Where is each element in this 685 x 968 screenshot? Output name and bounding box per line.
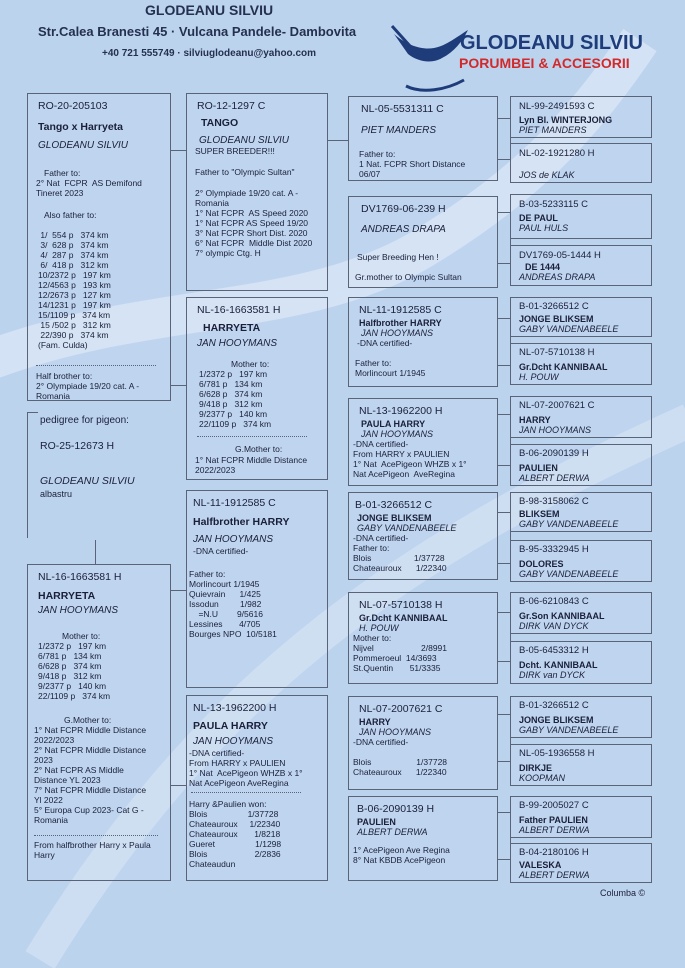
divider — [34, 835, 158, 836]
c2-dam-name: PAULA HARRY — [193, 720, 268, 732]
dam-results: 1/2372 p 197 km 6/781 p 134 km 6/628 p 374 km 9/418 p 312 km 9/2377 p 140 km 22/1109 p 374 km — [199, 369, 272, 429]
c3-a-name: JONGE BLIKSEM — [357, 513, 432, 523]
c2-sire-ring: NL-11-1912585 C — [193, 497, 276, 509]
col4-box — [510, 143, 652, 183]
footer-credit: Columba © — [600, 888, 646, 898]
c3-a-text: -DNA certified- Father to: Blois 1/37728 Chateauroux 1/22340 — [353, 533, 447, 573]
col4-owner: GABY VANDENABEELE — [519, 324, 619, 334]
col4-box — [510, 696, 652, 738]
col4-ring: B-05-6453312 H — [519, 645, 589, 656]
col4-owner: PAUL HULS — [519, 223, 569, 233]
dam-dam-text: -DNA certified- From HARRY x PAULIEN 1° Nat AcePigeon WHZB x 1° Nat AcePigeon AveRegina — [353, 439, 467, 479]
dam-mother-label: Mother to: — [231, 359, 270, 369]
dam-detail-mother-label: Mother to: — [62, 631, 101, 641]
sire-title: SUPER BREEDER!!! — [195, 146, 275, 156]
subject-father-to: 2° Nat FCPR AS Demifond Tineret 2023 — [36, 178, 142, 198]
c3-b-name: Gr.Dcht KANNIBAAL — [359, 613, 448, 623]
sire-sire-box — [348, 96, 498, 181]
subject-owner: GLODEANU SILVIU — [38, 140, 129, 151]
c3-a-box — [348, 492, 498, 580]
col4-owner: JAN HOOYMANS — [519, 425, 592, 435]
sire-name: TANGO — [201, 117, 239, 129]
dam-gmother-label: G.Mother to: — [235, 444, 283, 454]
pedigree-ring: RO-25-12673 H — [40, 440, 115, 452]
sire-father-to: Father to "Olympic Sultan" — [195, 167, 295, 177]
col4-ring: B-99-2005027 C — [519, 800, 589, 811]
c3-c-text: -DNA certified- Blois 1/37728 Chateauroux 1/22340 — [353, 737, 448, 777]
sire-results: 2° Olympiade 19/20 cat. A - Romania 1° Nat FCPR AS Speed 2020 1° Nat FCPR AS Speed 19/20 3° Nat FCPR Short Dist. 2020 6° Nat FCPR Middle Dist 2020 7° olympic Ctg. H — [195, 188, 313, 258]
col4-name: DIRKJE — [519, 763, 553, 773]
subject-box — [27, 93, 171, 401]
sire-ring: RO-12-1297 C — [197, 100, 266, 112]
col4-ring: NL-07-5710138 H — [519, 347, 595, 358]
c2-sire-text: Father to: Morlincourt 1/1945 Quievrain 1/425 Issodun 1/982 =N.U 9/5616 Lessines 4/705 Bourges NPO 10/5181 — [189, 569, 277, 639]
dam-dam-ring: NL-13-1962200 H — [359, 405, 443, 417]
col4-box — [510, 245, 652, 286]
c3-b-text: Mother to: Nijvel 2/8991 Pommeroeul 14/3693 St.Quentin 51/3335 — [353, 633, 448, 673]
dam-sire-ring: NL-11-1912585 C — [359, 304, 442, 316]
col4-name: DE 1444 — [525, 262, 561, 272]
pedigree-label: pedigree for pigeon: — [40, 415, 129, 426]
logo-subtitle: PORUMBEI & ACCESORII — [459, 55, 630, 71]
col4-name: JONGE BLIKSEM — [519, 715, 594, 725]
col4-name: Gr.Son KANNIBAAL — [519, 611, 605, 621]
c3-b-owner: H. POUW — [359, 623, 399, 633]
col4-ring: B-01-3266512 C — [519, 301, 589, 312]
col4-box — [510, 592, 652, 634]
c2-sire-dna: -DNA certified- — [193, 546, 249, 556]
dam-detail-results: 1/2372 p 197 km 6/781 p 134 km 6/628 p 374 km 9/418 p 312 km 9/2377 p 140 km 22/1109 p 374 km — [38, 641, 111, 701]
connector — [171, 385, 186, 386]
c3-b-box — [348, 592, 498, 684]
c3-d-box — [348, 796, 498, 881]
pedigree-owner: GLODEANU SILVIU — [40, 475, 135, 487]
c3-a-owner: GABY VANDENABEELE — [357, 523, 457, 533]
col4-owner: H. POUW — [519, 372, 559, 382]
col4-ring: B-06-6210843 C — [519, 596, 589, 607]
divider — [197, 436, 307, 437]
dam-sire-dna: -DNA certified- — [357, 338, 413, 348]
c3-d-name: PAULIEN — [357, 817, 396, 827]
divider — [36, 365, 156, 366]
col4-box — [510, 744, 652, 786]
dam-ring: NL-16-1663581 H — [197, 304, 281, 316]
col4-ring: DV1769-05-1444 H — [519, 250, 601, 261]
c3-b-ring: NL-07-5710138 H — [359, 599, 443, 611]
subject-also-label: Also father to: — [44, 210, 97, 220]
c2-sire-box — [186, 490, 328, 688]
col4-box — [510, 444, 652, 486]
col4-box — [510, 796, 652, 838]
c3-c-ring: NL-07-2007621 C — [359, 703, 443, 715]
c3-d-ring: B-06-2090139 H — [357, 803, 435, 815]
sire-dam-owner: ANDREAS DRAPA — [361, 224, 446, 235]
connector — [95, 540, 97, 564]
dam-detail-gmother-label: G.Mother to: — [64, 715, 112, 725]
c3-d-owner: ALBERT DERWA — [357, 827, 428, 837]
c2-sire-name: Halfbrother HARRY — [193, 516, 290, 528]
breeder-contact: +40 721 555749 · silviuglodeanu@yahoo.com — [102, 48, 317, 59]
sire-dam-ring: DV1769-06-239 H — [361, 203, 446, 215]
dam-detail-name: HARRYETA — [38, 590, 96, 602]
col4-box — [510, 343, 652, 385]
col4-ring: B-04-2180106 H — [519, 847, 589, 858]
col4-name: Gr.Dcht KANNIBAAL — [519, 362, 608, 372]
col4-name: HARRY — [519, 415, 551, 425]
col4-box — [510, 492, 652, 532]
col4-owner: KOOPMAN — [519, 773, 566, 783]
c3-d-text: 1° AcePigeon Ave Regina 8° Nat KBDB AcePigeon — [353, 845, 450, 865]
logo-name: GLODEANU SILVIU — [460, 32, 643, 54]
col4-ring: B-03-5233115 C — [519, 199, 589, 210]
dam-name: HARRYETA — [203, 322, 261, 334]
col4-name: PAULIEN — [519, 463, 558, 473]
breeder-name: GLODEANU SILVIU — [145, 2, 274, 18]
subject-father-label: Father to: — [44, 168, 81, 178]
dam-box — [186, 297, 328, 480]
subject-results: 1/ 554 p 374 km 3/ 628 p 374 km 4/ 287 p 374 km 6/ 418 p 312 km 10/2372 p 197 km 12/4563 p 193 km 12/2673 p 127 km 14/1231 p 197 km 15/1109 p 374 km 15 /502 p 312 km 22/390 p 374 km (Fam. Culda) — [38, 230, 111, 350]
connector — [328, 140, 348, 141]
col4-ring: B-06-2090139 H — [519, 448, 589, 459]
col4-ring: B-98-3158062 C — [519, 496, 589, 507]
dam-detail-box — [27, 564, 171, 881]
connector — [171, 150, 186, 151]
dam-sire-father-to: Father to: Morlincourt 1/1945 — [355, 358, 426, 378]
col4-name: VALESKA — [519, 860, 562, 870]
col4-owner: PIET MANDERS — [519, 125, 587, 135]
dam-dam-name: PAULA HARRY — [361, 419, 426, 429]
c2-dam-owner: JAN HOOYMANS — [193, 736, 274, 747]
col4-name: Dcht. KANNIBAAL — [519, 660, 598, 670]
col4-box — [510, 540, 652, 582]
col4-owner: ANDREAS DRAPA — [519, 272, 596, 282]
col4-owner: GABY VANDENABEELE — [519, 519, 619, 529]
c2-dam-won: Harry &Paulien won: Blois 1/37728 Chateauroux 1/22340 Chateauroux 1/8218 Gueret 1/1298 Blois 2/2836 Chateaudun — [189, 799, 282, 869]
dam-detail-ring: NL-16-1663581 H — [38, 571, 122, 583]
col4-owner: ALBERT DERWA — [519, 473, 590, 483]
col4-owner: GABY VANDENABEELE — [519, 725, 619, 735]
col4-box — [510, 297, 652, 337]
col4-owner: JOS de KLAK — [519, 170, 575, 180]
col4-owner: GABY VANDENABEELE — [519, 569, 619, 579]
col4-box — [510, 194, 652, 239]
c2-dam-ring: NL-13-1962200 H — [193, 702, 277, 714]
sire-dam-note1: Super Breeding Hen ! — [357, 252, 439, 262]
col4-box — [510, 641, 652, 684]
dam-gmother: 1° Nat FCPR Middle Distance 2022/2023 — [195, 455, 308, 475]
col4-name: Lyn Bl. WINTERJONG — [519, 115, 613, 125]
divider — [191, 792, 301, 793]
c2-dam-box — [186, 695, 328, 881]
c2-dam-text: -DNA certified- From HARRY x PAULIEN 1° Nat AcePigeon WHZB x 1° Nat AcePigeon AveRegina — [189, 748, 303, 788]
col4-ring: B-01-3266512 C — [519, 700, 589, 711]
sire-box — [186, 93, 328, 291]
dam-sire-owner: JAN HOOYMANS — [361, 328, 434, 338]
sire-dam-box — [348, 196, 498, 288]
col4-name: DE PAUL — [519, 213, 558, 223]
dam-detail-gmother: 1° Nat FCPR Middle Distance 2022/2023 2° Nat FCPR Middle Distance 2023 2° Nat FCPR AS Middle Distance YL 2023 7° Nat FCPR Middle Distance Yl 2022 5° Europa Cup 2023- Cat G - Romania — [34, 725, 147, 825]
col4-owner: ALBERT DERWA — [519, 870, 590, 880]
connector — [27, 412, 38, 538]
connector — [171, 590, 186, 591]
connector — [171, 785, 186, 786]
dam-dam-box — [348, 398, 498, 486]
subject-parents: Tango x Harryeta — [38, 121, 123, 133]
dam-detail-halfbrother: From halfbrother Harry x Paula Harry — [34, 840, 151, 860]
c3-c-box — [348, 696, 498, 790]
dam-owner: JAN HOOYMANS — [197, 338, 278, 349]
col4-owner: ALBERT DERWA — [519, 825, 590, 835]
sire-owner: GLODEANU SILVIU — [199, 135, 290, 146]
col4-ring: B-95-3332945 H — [519, 544, 589, 555]
col4-box — [510, 843, 652, 883]
c3-a-ring: B-01-3266512 C — [355, 499, 433, 511]
dam-sire-box — [348, 297, 498, 387]
col4-box — [510, 96, 652, 138]
col4-ring: NL-05-1936558 H — [519, 748, 595, 759]
col4-name: DOLORES — [519, 559, 564, 569]
c2-sire-owner: JAN HOOYMANS — [193, 534, 274, 545]
subject-halfbrother-label: Half brother to: — [36, 371, 93, 381]
col4-name: BLIKSEM — [519, 509, 560, 519]
col4-owner: DIRK VAN DYCK — [519, 621, 589, 631]
col4-box — [510, 396, 652, 438]
subject-ring: RO-20-205103 — [38, 100, 108, 112]
sire-sire-ring: NL-05-5531311 C — [361, 103, 444, 115]
dam-detail-owner: JAN HOOYMANS — [38, 605, 119, 616]
dam-dam-owner: JAN HOOYMANS — [361, 429, 434, 439]
c3-c-name: HARRY — [359, 717, 391, 727]
dam-sire-name: Halfbrother HARRY — [359, 318, 442, 328]
subject-halfbrother: 2° Olympiade 19/20 cat. A - Romania — [36, 381, 140, 401]
col4-ring: NL-07-2007621 C — [519, 400, 595, 411]
col4-name: Father PAULIEN — [519, 815, 588, 825]
sire-dam-note2: Gr.mother to Olympic Sultan — [355, 272, 462, 282]
col4-owner: DIRK van DYCK — [519, 670, 586, 680]
col4-ring: NL-99-2491593 C — [519, 101, 595, 112]
col4-ring: NL-02-1921280 H — [519, 148, 595, 159]
sire-sire-father-to: Father to: 1 Nat. FCPR Short Distance 06/07 — [359, 149, 466, 179]
sire-sire-owner: PIET MANDERS — [361, 125, 437, 136]
breeder-address: Str.Calea Branesti 45 · Vulcana Pandele- Dambovita — [38, 24, 357, 39]
col4-name: JONGE BLIKSEM — [519, 314, 594, 324]
pedigree-color: albastru — [40, 489, 73, 499]
c3-c-owner: JAN HOOYMANS — [359, 727, 432, 737]
